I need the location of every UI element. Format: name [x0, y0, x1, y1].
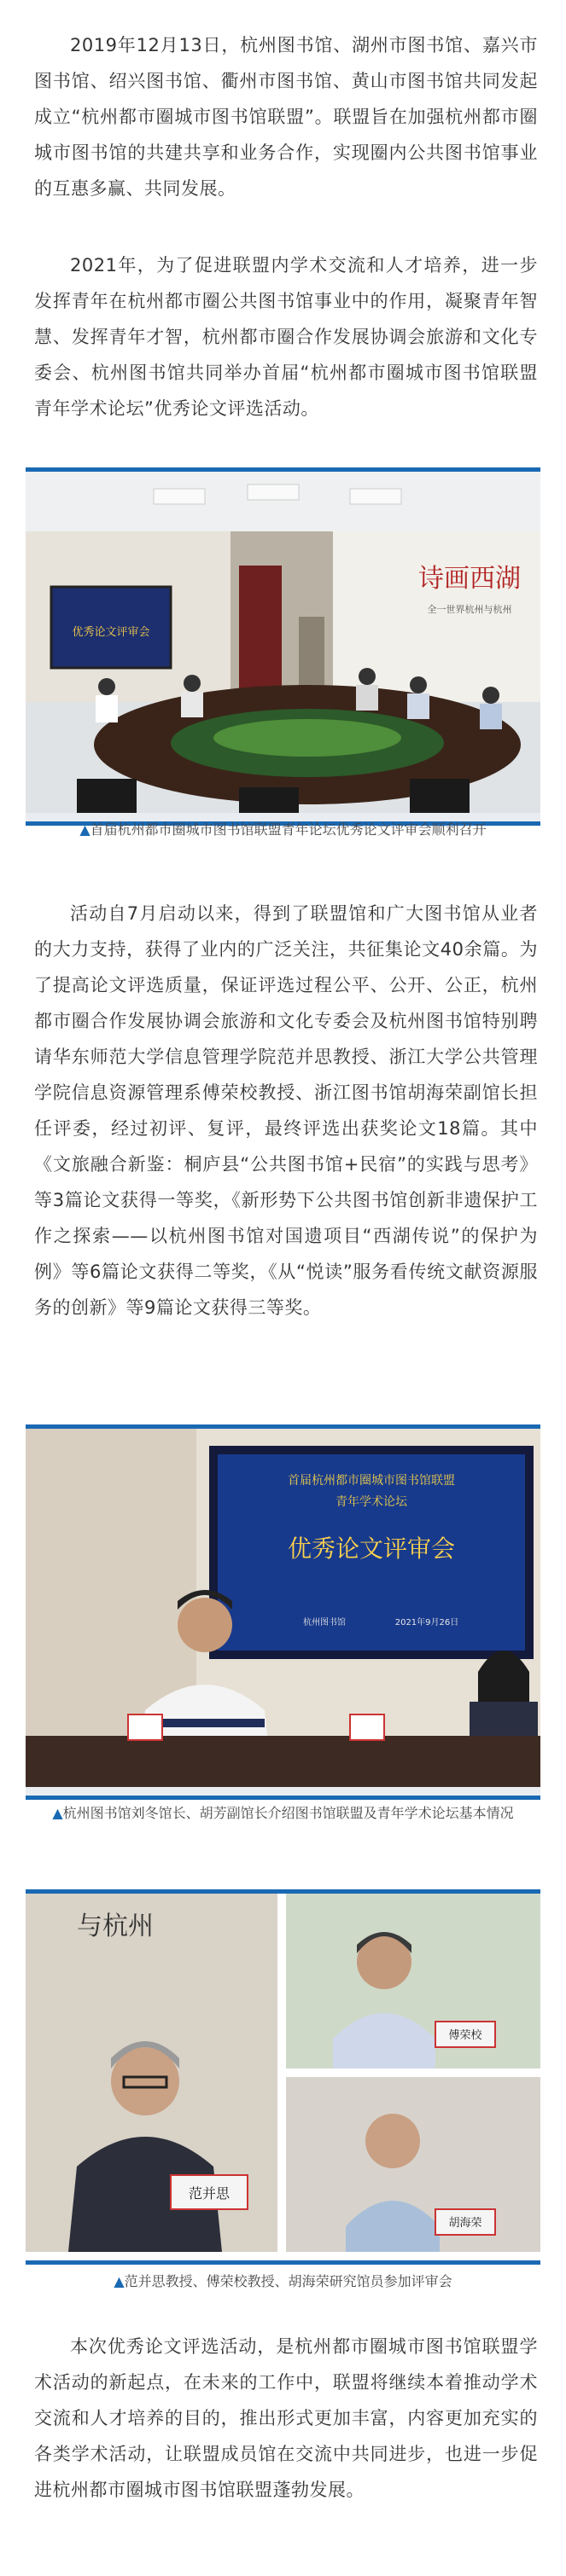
screen-line1: 首届杭州都市圈城市图书馆联盟 — [288, 1474, 455, 1488]
nameplate-right-top: 傅荣校 — [448, 2029, 482, 2042]
triangle-icon: ▲ — [114, 2273, 125, 2289]
screen-line2: 青年学术论坛 — [336, 1495, 407, 1509]
photo-meeting-room — [26, 467, 540, 826]
caption-photo2 — [26, 1800, 540, 1827]
desk — [26, 1736, 540, 1787]
nameplate-right-bottom: 胡海荣 — [448, 2217, 482, 2230]
paragraph-activity: 活动自7月启动以来，得到了联盟馆和广大图书馆从业者的大力支持，获得了业内的广泛关注，共征集论文40余篇。为了提高论文评选质量，保证评选过程公平、公开、公正，杭州都市圈合作发展协调会旅游和文化专委会及杭州图书馆特别聘请华东师范大学信息管理学院范并思教授、浙江大学公共管理学院信息资源管理系傅荣校教授、浙江图书馆胡海荣副馆长担任评委，经过初评、复评，最终评选出获奖论文18篇。其中《文旅融合新鉴：桐庐县“公共图书馆+民宿”的实践与思考》等3篇论文获得一等奖，《新形势下公共图书馆创新非遗保护工作之探索——以杭州图书馆对国遗项目“西湖传说”的保护为例》等6篇论文获得二等奖，《从“悦读”服务看传统文献资源服务的创新》等9篇论文获得三等奖。 — [34, 903, 538, 1318]
meeting-room-illustration — [26, 472, 540, 813]
wall-calligraphy: 诗画西湖 — [418, 564, 521, 594]
door — [239, 566, 282, 702]
photo-speaker — [26, 1424, 540, 1800]
wall-slogan: 全一世界杭州与杭州 — [427, 604, 512, 615]
speaker-illustration — [26, 1429, 540, 1787]
paragraph-conclusion: 本次优秀论文评选活动，是杭州都市圈城市图书馆联盟学术活动的新起点，在未来的工作中，联盟将继续本着推动学术交流和人才培养的目的，推出形式更加丰富，内容更加充实的各类学术活动，让联盟成员馆在交流中共同进步，也进一步促进杭州都市圈城市图书馆联盟蓬勃发展。 — [34, 2336, 538, 2500]
caption-photo3 — [26, 2269, 540, 2295]
caption-text: 首届杭州都市圈城市图书馆联盟青年论坛优秀论文评审会顺利召开 — [90, 821, 487, 838]
nameplate-left: 范并思 — [188, 2185, 230, 2202]
speaker-head — [178, 1598, 232, 1652]
paragraph-background: 2021年，为了促进联盟内学术交流和人才培养，进一步发挥青年在杭州都市圈公共图书馆事业中的作用，凝聚青年智慧、发挥青年才智，杭州都市圈合作发展协调会旅游和文化专委会、杭州图书馆共同举办首届“杭州都市圈城市图书馆联盟青年学术论坛”优秀论文评选活动。 — [34, 255, 538, 419]
photo-collage — [26, 1889, 540, 2265]
caption-text: 杭州图书馆刘冬馆长、胡芳副馆长介绍图书馆联盟及青年学术论坛基本情况 — [62, 1805, 514, 1821]
screen-title: 优秀论文评审会 — [287, 1535, 456, 1563]
photo1-screen-text: 优秀论文评审会 — [72, 626, 150, 639]
collage-illustration — [26, 1894, 540, 2252]
paragraph-intro: 2019年12月13日，杭州图书馆、湖州市图书馆、嘉兴市图书馆、绍兴图书馆、衢州市图书馆、黄山市图书馆共同发起成立“杭州都市圈城市图书馆联盟”。联盟旨在加强杭州都市圈城市图书馆的共建共享和业务合作，实现圈内公共图书馆事业的互惠多赢、共同发展。 — [34, 35, 538, 199]
triangle-icon: ▲ — [52, 1805, 63, 1821]
caption-photo1 — [26, 817, 540, 843]
collage-wall-text: 与杭州 — [77, 1912, 154, 1941]
screen-footer-date: 2021年9月26日 — [394, 1618, 459, 1627]
triangle-icon: ▲ — [79, 821, 90, 838]
screen-footer-org: 杭州图书馆 — [303, 1618, 346, 1627]
caption-text: 范并思教授、傅荣校教授、胡海荣研究馆员参加评审会 — [124, 2273, 452, 2289]
